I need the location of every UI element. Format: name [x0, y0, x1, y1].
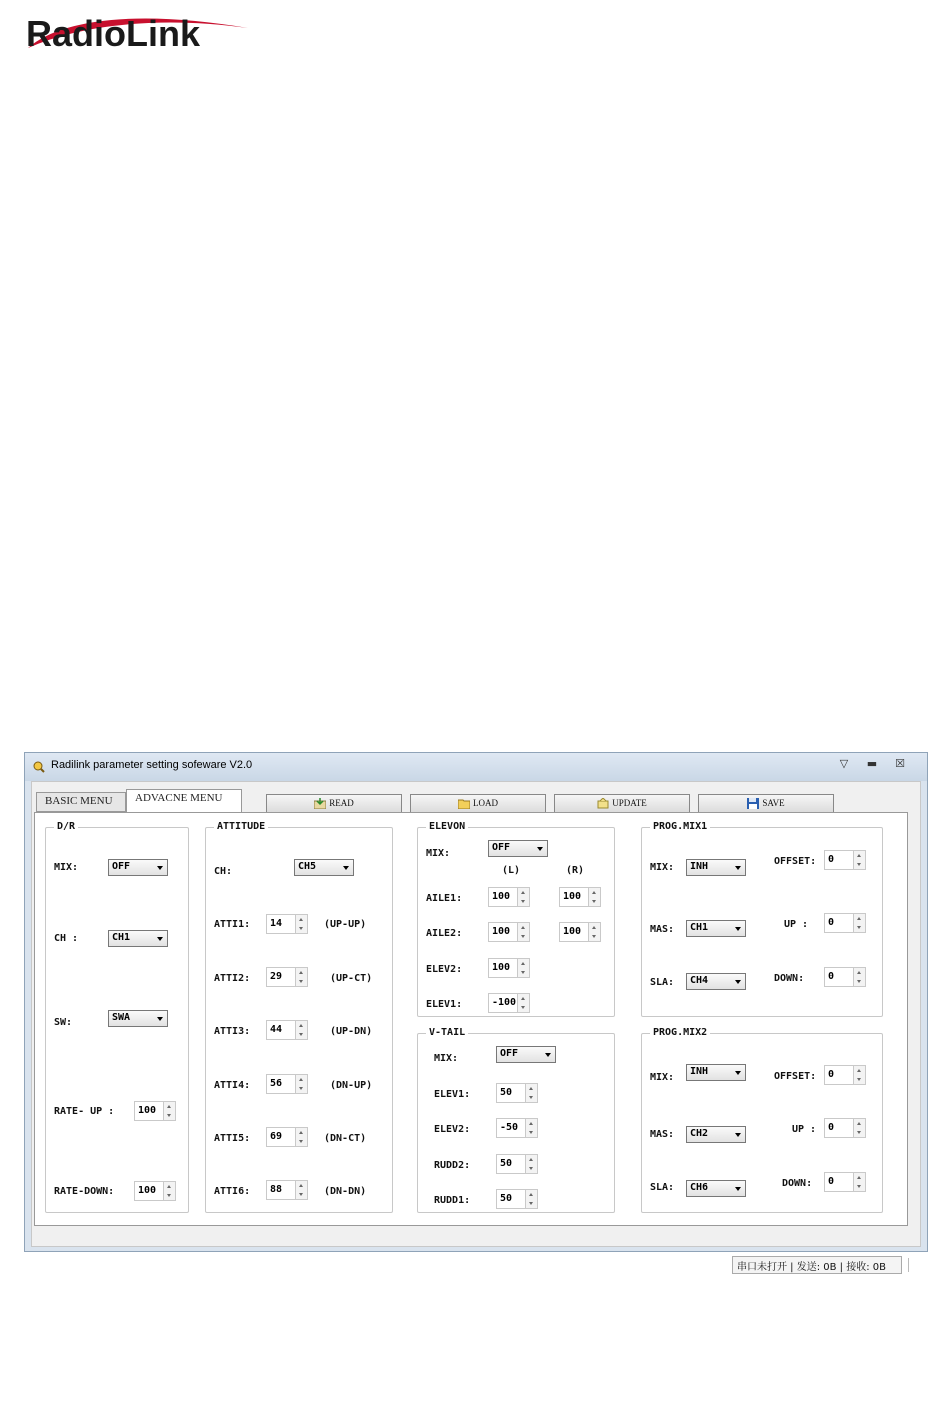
vtail-elev2-value: -50	[500, 1122, 519, 1133]
logo-text: RadioLink	[26, 13, 201, 54]
prog-mix2-title: PROG.MIX2	[650, 1027, 710, 1038]
chevron-down-icon	[735, 980, 741, 984]
update-label: UPDATE	[612, 798, 647, 808]
spin-down-icon[interactable]	[854, 860, 865, 869]
tab-advacne-menu[interactable]: ADVACNE MENU	[126, 789, 242, 813]
vtail-rudd2-label: RUDD2:	[434, 1160, 471, 1171]
floppy-disk-icon	[747, 798, 759, 809]
dr-sw-value: SWA	[112, 1012, 131, 1023]
prog1-mas-label: MAS:	[650, 924, 675, 935]
prog1-mix-label: MIX:	[650, 862, 675, 873]
prog1-mas-value: CH1	[690, 922, 709, 933]
vtail-rudd1-value: 50	[500, 1193, 513, 1204]
chevron-down-icon	[735, 1133, 741, 1137]
prog1-down-spinner[interactable]	[824, 967, 866, 987]
elevon-col-r: (R)	[566, 865, 585, 876]
dr-ch-value: CH1	[112, 932, 131, 943]
attitude-title: ATTITUDE	[214, 821, 268, 832]
spin-down-icon[interactable]	[296, 1137, 307, 1146]
update-button[interactable]	[554, 794, 690, 813]
spin-down-icon[interactable]	[526, 1164, 537, 1173]
spin-down-icon[interactable]	[589, 897, 600, 906]
vtail-rudd1-label: RUDD1:	[434, 1195, 471, 1206]
dr-ch-label: CH :	[54, 933, 79, 944]
elevon-title: ELEVON	[426, 821, 468, 832]
radiolink-logo	[22, 8, 254, 54]
chevron-down-icon	[735, 927, 741, 931]
spin-down-icon[interactable]	[296, 924, 307, 933]
vtail-rudd2-spinner[interactable]	[496, 1154, 538, 1174]
prog1-sla-select[interactable]	[686, 973, 746, 990]
elevon-elev2-value: 100	[492, 962, 511, 973]
prog2-mas-value: CH2	[690, 1128, 709, 1139]
elevon-mix-label: MIX:	[426, 848, 451, 859]
chevron-down-icon	[537, 847, 543, 851]
prog2-mix-label: MIX:	[650, 1072, 675, 1083]
prog-mix1-title: PROG.MIX1	[650, 821, 710, 832]
prog1-down-label: DOWN:	[774, 973, 805, 984]
atti6-note: (DN-DN)	[324, 1186, 367, 1197]
tab-basic-menu[interactable]: BASIC MENU	[36, 792, 126, 812]
status-bar: 串口未打开 | 发送: 0B | 接收: 0B	[732, 1256, 902, 1274]
window-title: Radilink parameter setting sofeware V2.0	[51, 759, 253, 771]
elevon-group	[417, 821, 615, 1017]
prog1-sla-label: SLA:	[650, 977, 675, 988]
prog1-offset-value: 0	[828, 854, 835, 865]
save-button[interactable]	[698, 794, 834, 813]
spin-down-icon[interactable]	[854, 1182, 865, 1191]
dr-rate-up-label: RATE- UP :	[54, 1106, 115, 1117]
aile2-r-value: 100	[563, 926, 582, 937]
atti1-spinner[interactable]	[266, 914, 308, 934]
atti4-note: (DN-UP)	[330, 1080, 373, 1091]
spin-down-icon[interactable]	[296, 1030, 307, 1039]
dr-mix-value: OFF	[112, 861, 131, 872]
vtail-mix-select[interactable]	[496, 1046, 556, 1063]
dr-ch-select[interactable]	[108, 930, 168, 947]
prog2-mas-label: MAS:	[650, 1129, 675, 1140]
prog2-down-label: DOWN:	[782, 1178, 813, 1189]
dr-mix-select[interactable]	[108, 859, 168, 876]
aile1-label: AILE1:	[426, 893, 463, 904]
atti4-value: 56	[270, 1078, 283, 1089]
chevron-down-icon	[735, 866, 741, 870]
prog2-mas-select[interactable]	[686, 1126, 746, 1143]
atti1-note: (UP-UP)	[324, 919, 367, 930]
prog1-mas-select[interactable]	[686, 920, 746, 937]
close-icon[interactable]: ☒	[895, 757, 905, 770]
vtail-mix-value: OFF	[500, 1048, 519, 1059]
chevron-down-icon	[157, 937, 163, 941]
prog1-sla-value: CH4	[690, 975, 709, 986]
vtail-elev1-value: 50	[500, 1087, 513, 1098]
attitude-group	[205, 821, 393, 1213]
prog2-down-spinner[interactable]	[824, 1172, 866, 1192]
dr-mix-label: MIX:	[54, 862, 79, 873]
read-button[interactable]	[266, 794, 402, 813]
app-icon	[33, 761, 45, 773]
prog2-mix-select[interactable]	[686, 1064, 746, 1081]
atti2-value: 29	[270, 971, 283, 982]
elevon-elev1-value: -100	[492, 997, 517, 1008]
aile2-l-value: 100	[492, 926, 511, 937]
vtail-group	[417, 1027, 615, 1213]
vtail-mix-label: MIX:	[434, 1053, 459, 1064]
atti2-note: (UP-CT)	[330, 973, 373, 984]
client-area	[31, 781, 921, 1273]
aile2-label: AILE2:	[426, 928, 463, 939]
spin-down-icon[interactable]	[296, 977, 307, 986]
atti2-label: ATTI2:	[214, 973, 251, 984]
elevon-mix-select[interactable]	[488, 840, 548, 857]
atti5-spinner[interactable]	[266, 1127, 308, 1147]
prog2-offset-spinner[interactable]	[824, 1065, 866, 1085]
dr-rate-down-label: RATE-DOWN:	[54, 1186, 115, 1197]
prog1-mix-select[interactable]	[686, 859, 746, 876]
prog1-up-label: UP :	[784, 919, 809, 930]
spin-down-icon[interactable]	[518, 932, 529, 941]
aile1-r-spinner[interactable]	[559, 887, 601, 907]
atti1-value: 14	[270, 918, 283, 929]
title-bar	[25, 753, 927, 781]
aile1-l-value: 100	[492, 891, 511, 902]
resize-grip-icon[interactable]	[908, 1258, 921, 1272]
read-label: READ	[329, 798, 354, 808]
atti3-label: ATTI3:	[214, 1026, 251, 1037]
chevron-down-icon	[545, 1053, 551, 1057]
save-label: SAVE	[762, 798, 785, 808]
dr-rate-up-spinner[interactable]	[134, 1101, 176, 1121]
attitude-ch-select[interactable]	[294, 859, 354, 876]
atti3-spinner[interactable]	[266, 1020, 308, 1040]
dr-rate-up-value: 100	[138, 1105, 157, 1116]
prog2-offset-label: OFFSET:	[774, 1071, 817, 1082]
dr-sw-select[interactable]	[108, 1010, 168, 1027]
chevron-down-icon	[157, 1017, 163, 1021]
vtail-elev1-label: ELEV1:	[434, 1089, 471, 1100]
dr-rate-down-spinner[interactable]	[134, 1181, 176, 1201]
atti4-label: ATTI4:	[214, 1080, 251, 1091]
advanced-menu-pane	[34, 812, 908, 1226]
prog2-sla-value: CH6	[690, 1182, 709, 1193]
atti6-label: ATTI6:	[214, 1186, 251, 1197]
app-window	[24, 752, 928, 1273]
vtail-rudd2-value: 50	[500, 1158, 513, 1169]
spin-down-icon[interactable]	[854, 1128, 865, 1137]
spin-down-icon[interactable]	[518, 1003, 529, 1012]
spin-down-icon[interactable]	[854, 923, 865, 932]
dr-title: D/R	[54, 821, 78, 832]
vtail-elev2-label: ELEV2:	[434, 1124, 471, 1135]
spin-down-icon[interactable]	[296, 1084, 307, 1093]
spin-down-icon[interactable]	[526, 1128, 537, 1137]
prog2-down-value: 0	[828, 1176, 835, 1187]
prog2-up-value: 0	[828, 1122, 835, 1133]
prog2-mix-value: INH	[690, 1066, 709, 1077]
prog1-up-spinner[interactable]	[824, 913, 866, 933]
vtail-elev1-spinner[interactable]	[496, 1083, 538, 1103]
elevon-elev2-spinner[interactable]	[488, 958, 530, 978]
read-icon	[314, 798, 326, 809]
atti5-label: ATTI5:	[214, 1133, 251, 1144]
spin-down-icon[interactable]	[526, 1093, 537, 1102]
minimize-icon[interactable]: ▬	[866, 757, 878, 770]
prog1-up-value: 0	[828, 917, 835, 928]
load-button[interactable]	[410, 794, 546, 813]
atti4-spinner[interactable]	[266, 1074, 308, 1094]
atti6-spinner[interactable]	[266, 1180, 308, 1200]
spin-down-icon[interactable]	[296, 1190, 307, 1199]
elevon-col-l: (L)	[502, 865, 521, 876]
folder-icon	[458, 798, 470, 809]
spin-down-icon[interactable]	[518, 897, 529, 906]
vtail-title: V-TAIL	[426, 1027, 468, 1038]
aile1-l-spinner[interactable]	[488, 887, 530, 907]
dr-sw-label: SW:	[54, 1017, 73, 1028]
spin-down-icon[interactable]	[854, 1075, 865, 1084]
update-icon	[597, 798, 609, 809]
spin-down-icon[interactable]	[164, 1111, 175, 1120]
prog1-down-value: 0	[828, 971, 835, 982]
elevon-elev2-label: ELEV2:	[426, 964, 463, 975]
vtail-elev2-spinner[interactable]	[496, 1118, 538, 1138]
prog-mix1-group	[641, 821, 883, 1017]
attitude-ch-value: CH5	[298, 861, 317, 872]
spin-down-icon[interactable]	[164, 1191, 175, 1200]
elevon-mix-value: OFF	[492, 842, 511, 853]
aile2-r-spinner[interactable]	[559, 922, 601, 942]
chevron-down-icon	[735, 1187, 741, 1191]
elevon-elev1-label: ELEV1:	[426, 999, 463, 1010]
spin-down-icon[interactable]	[589, 932, 600, 941]
chevron-down-icon	[157, 866, 163, 870]
dr-rate-down-value: 100	[138, 1185, 157, 1196]
atti6-value: 88	[270, 1184, 283, 1195]
spin-down-icon[interactable]	[526, 1199, 537, 1208]
aile1-r-value: 100	[563, 891, 582, 902]
spin-down-icon[interactable]	[518, 968, 529, 977]
prog2-sla-label: SLA:	[650, 1182, 675, 1193]
atti5-value: 69	[270, 1131, 283, 1142]
atti1-label: ATTI1:	[214, 919, 251, 930]
prog2-sla-select[interactable]	[686, 1180, 746, 1197]
dr-group	[45, 821, 189, 1213]
atti3-note: (UP-DN)	[330, 1026, 373, 1037]
prog-mix2-group	[641, 1027, 883, 1213]
attitude-ch-label: CH:	[214, 866, 233, 877]
prog2-up-label: UP :	[792, 1124, 817, 1135]
chevron-down-icon	[735, 1071, 741, 1075]
spin-down-icon[interactable]	[854, 977, 865, 986]
prog2-up-spinner[interactable]	[824, 1118, 866, 1138]
chevron-down-icon[interactable]: ▽	[839, 757, 849, 770]
chevron-down-icon	[343, 866, 349, 870]
prog1-offset-spinner[interactable]	[824, 850, 866, 870]
aile2-l-spinner[interactable]	[488, 922, 530, 942]
vtail-rudd1-spinner[interactable]	[496, 1189, 538, 1209]
load-label: LOAD	[473, 798, 498, 808]
prog1-offset-label: OFFSET:	[774, 856, 817, 867]
atti5-note: (DN-CT)	[324, 1133, 367, 1144]
prog1-mix-value: INH	[690, 861, 709, 872]
prog2-offset-value: 0	[828, 1069, 835, 1080]
atti2-spinner[interactable]	[266, 967, 308, 987]
elevon-elev1-spinner[interactable]	[488, 993, 530, 1013]
atti3-value: 44	[270, 1024, 283, 1035]
